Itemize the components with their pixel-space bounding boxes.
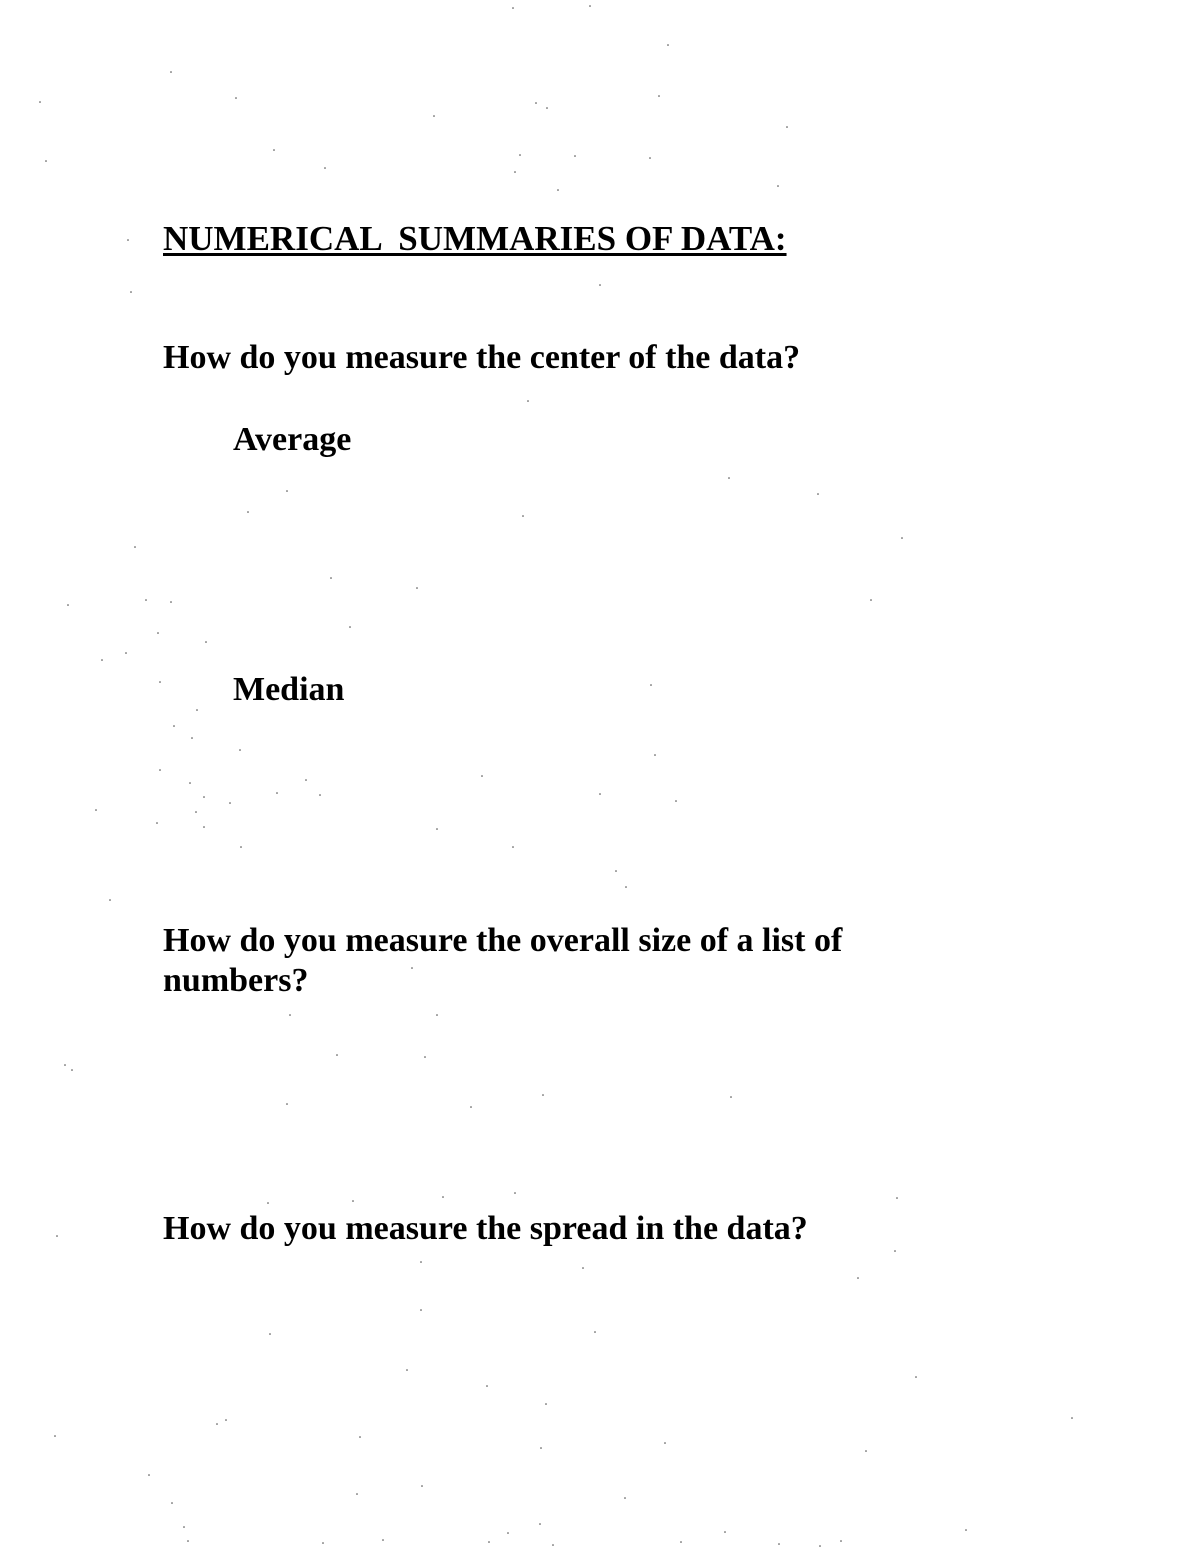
question-center: How do you measure the center of the data? [163,339,801,376]
item-median: Median [233,671,345,708]
document-title: NUMERICAL SUMMARIES OF DATA: [163,219,787,258]
question-spread: How do you measure the spread in the data? [163,1210,808,1247]
question-overall-size: How do you measure the overall size of a list of numbers? [163,922,843,999]
item-average: Average [233,421,352,458]
